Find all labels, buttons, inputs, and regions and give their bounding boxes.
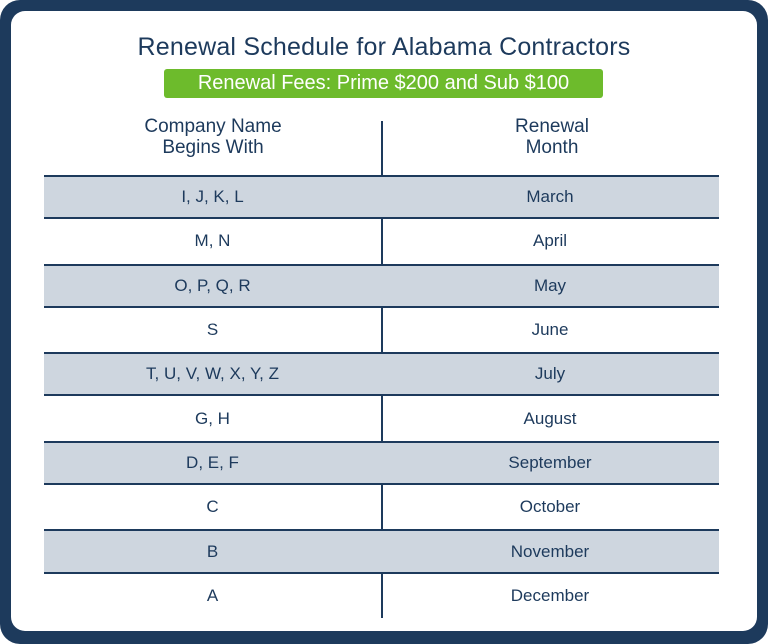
letters-cell: O, P, Q, R — [174, 275, 251, 295]
fees-banner: Renewal Fees: Prime $200 and Sub $100 — [164, 69, 603, 98]
table-row — [44, 264, 719, 308]
table-row — [44, 308, 719, 352]
column-header-letters-line2: Begins With — [162, 137, 264, 158]
table-row — [44, 175, 719, 219]
table-row — [44, 574, 719, 618]
letters-cell: A — [206, 585, 219, 605]
month-cell: May — [533, 275, 567, 295]
month-cell: August — [523, 408, 577, 428]
letters-cell: D, E, F — [186, 452, 239, 472]
month-cell: April — [532, 231, 567, 251]
month-cell: November — [510, 541, 590, 561]
table-row — [44, 219, 719, 263]
letters-cell: T, U, V, W, X, Y, Z — [146, 364, 279, 384]
table-row — [44, 485, 719, 529]
month-cell: March — [526, 187, 574, 207]
letters-cell: S — [206, 320, 219, 340]
schedule-table — [44, 175, 719, 618]
letters-cell: G, H — [195, 408, 230, 428]
letters-cell: C — [206, 497, 219, 517]
table-row — [44, 352, 719, 396]
column-header-month-line1: Renewal — [515, 116, 589, 137]
month-cell: July — [534, 364, 566, 384]
month-cell: October — [519, 497, 581, 517]
letters-cell: I, J, K, L — [181, 187, 244, 207]
column-header-month-line2: Month — [525, 137, 579, 158]
table-row — [44, 529, 719, 573]
month-cell: June — [531, 320, 569, 340]
table-row — [44, 396, 719, 440]
column-header-letters — [44, 116, 382, 158]
table-row — [44, 441, 719, 485]
column-header-letters-line1: Company Name — [144, 116, 282, 137]
month-cell: December — [510, 585, 590, 605]
letters-cell: M, N — [194, 231, 231, 251]
month-cell: September — [508, 452, 592, 472]
column-header-month — [383, 116, 721, 158]
page-title: Renewal Schedule for Alabama Contractors — [137, 33, 631, 61]
letters-cell: B — [206, 541, 219, 561]
